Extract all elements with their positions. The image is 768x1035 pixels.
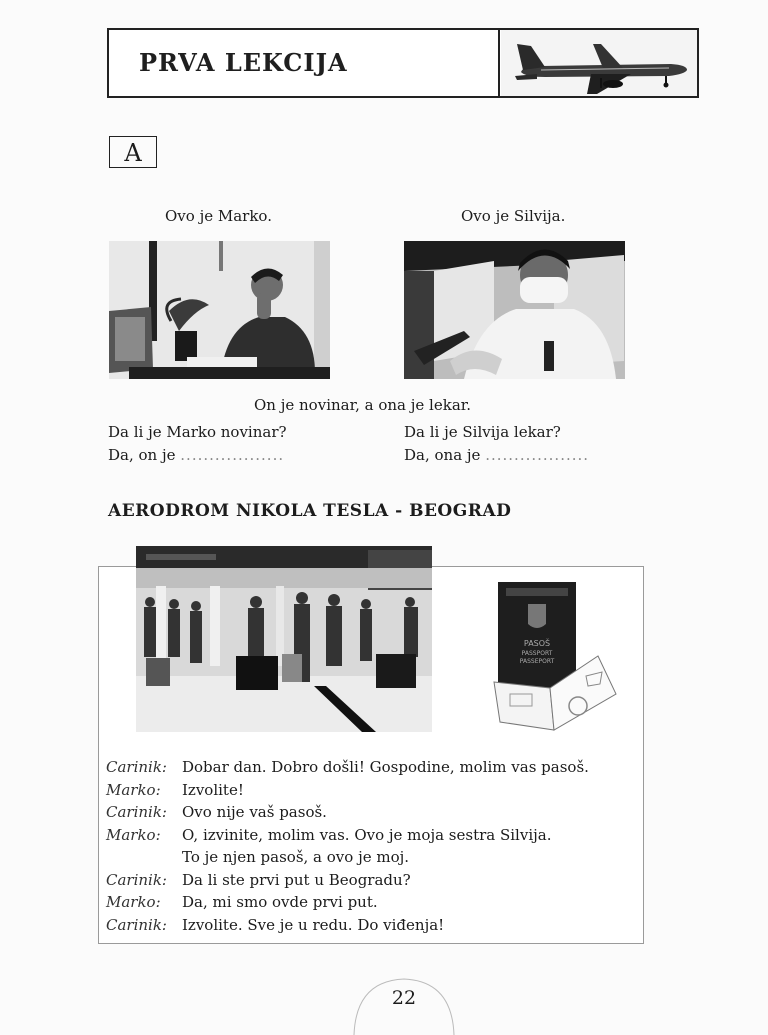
- answer-marko-blank: ..................: [180, 446, 285, 464]
- page-number: 22: [391, 987, 417, 1009]
- dialog-speaker: [106, 846, 182, 869]
- dialog-speaker: Marko:: [106, 825, 161, 844]
- lesson-title: PRVA LEKCIJA: [139, 48, 348, 77]
- answer-silvija-blank: ..................: [485, 446, 590, 464]
- dialog-line: [106, 846, 636, 869]
- dialog-text: O, izvinite, molim vas. Ovo je moja sestra Silvija.: [182, 825, 552, 844]
- dialog-speaker: Carinik:: [106, 870, 167, 889]
- caption-silvija: Ovo je Silvija.: [461, 207, 566, 225]
- header-divider: [498, 30, 500, 96]
- dialog-line: [106, 891, 636, 914]
- dialog-speaker: Marko:: [106, 893, 161, 911]
- dialog-line: [106, 779, 636, 802]
- passport-illustration: [490, 580, 620, 740]
- section-a-marker: A: [109, 136, 157, 168]
- dialog-text: To je njen pasoš, a ovo je moj.: [182, 848, 410, 866]
- marko-photo: [109, 241, 330, 379]
- dialog-speaker: Carinik:: [106, 915, 167, 934]
- dialog-text: Da, mi smo ovde prvi put.: [182, 893, 378, 911]
- airport-photo: [136, 546, 432, 732]
- airplane-icon: [501, 30, 697, 96]
- dialog-line: [106, 801, 636, 824]
- statement: On je novinar, a ona je lekar.: [254, 396, 472, 414]
- dialog-text: Izvolite. Sve je u redu. Do viđenja!: [182, 915, 445, 934]
- question-silvija: Da li je Silvija lekar?: [404, 423, 561, 441]
- dialog-text: Da li ste prvi put u Beogradu?: [182, 870, 411, 889]
- dialog-line: [106, 869, 636, 892]
- passport-text-2: PASSPORT: [521, 650, 553, 657]
- dialog-line: [106, 824, 636, 847]
- dialog-line: [106, 756, 636, 779]
- answer-silvija-text: Da, ona je: [404, 446, 481, 464]
- dialog-text: Dobar dan. Dobro došli! Gospodine, molim vas pasoš.: [182, 758, 589, 776]
- passport-text-1: PASOŠ: [523, 639, 551, 648]
- dialog-speaker: Carinik:: [106, 758, 167, 776]
- dialog-text: Ovo nije vaš pasoš.: [182, 803, 327, 821]
- dialog-speaker: Carinik:: [106, 803, 167, 821]
- dialog-text: Izvolite!: [182, 780, 244, 799]
- caption-marko: Ovo je Marko.: [165, 207, 272, 225]
- lesson-header: [107, 28, 699, 98]
- airport-section-title: AERODROM NIKOLA TESLA - BEOGRAD: [108, 501, 512, 521]
- silvija-photo: [404, 241, 625, 379]
- dialog-speaker: Marko:: [106, 780, 161, 799]
- answer-marko: [108, 446, 284, 464]
- dialog-line: [106, 914, 636, 937]
- question-marko: Da li je Marko novinar?: [108, 423, 287, 441]
- answer-silvija: [404, 446, 589, 464]
- passport-text-3: PASSEPORT: [519, 658, 555, 665]
- dialog: [106, 756, 636, 936]
- page-number-tab: [352, 975, 456, 1035]
- answer-marko-text: Da, on je: [108, 446, 176, 464]
